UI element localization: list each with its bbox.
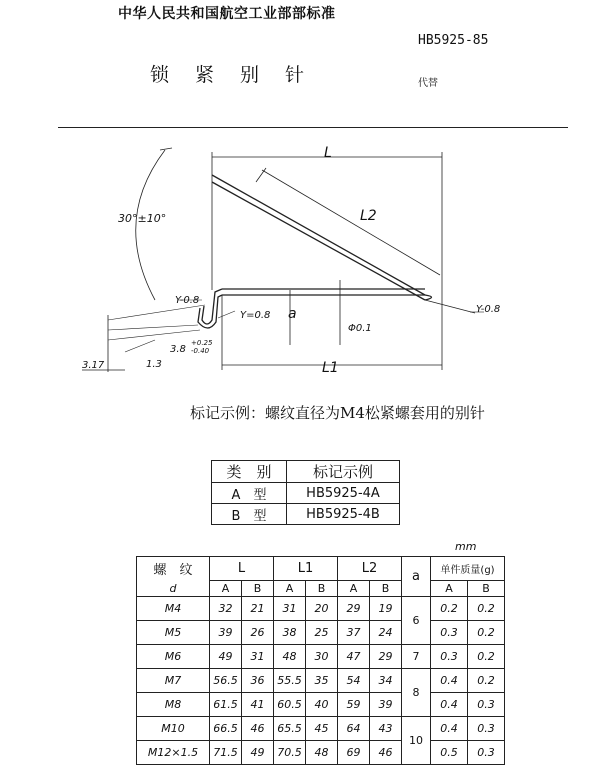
table-row [137, 621, 505, 645]
angle-label: 30°±10° [118, 212, 167, 225]
label-L: L [324, 145, 332, 161]
value-cell: 29 [370, 645, 402, 669]
type-cell: A 型 [212, 483, 287, 504]
value-cell: 45 [306, 717, 338, 741]
value-cell: 0.3 [431, 621, 468, 645]
header-weight: 单件质量(g) [431, 557, 505, 581]
thread-cell: M4 [137, 597, 210, 621]
value-cell: 20 [306, 597, 338, 621]
value-cell: 35 [306, 669, 338, 693]
unit-label: mm [455, 540, 477, 553]
value-cell: 0.3 [431, 645, 468, 669]
value-cell: 39 [210, 621, 242, 645]
value-cell: 65.5 [274, 717, 306, 741]
sub-B: B [242, 581, 274, 597]
value-cell: 70.5 [274, 741, 306, 765]
value-cell: 48 [306, 741, 338, 765]
value-cell: 31 [274, 597, 306, 621]
value-cell: 49 [242, 741, 274, 765]
header-L2: L2 [338, 557, 402, 581]
table-row [137, 693, 505, 717]
value-cell: 29 [338, 597, 370, 621]
header-L: L [210, 557, 274, 581]
tol-upper: +0.25 [191, 339, 213, 347]
value-cell: 39 [370, 693, 402, 717]
value-cell: 47 [338, 645, 370, 669]
value-cell: 31 [242, 645, 274, 669]
value-cell: 0.4 [431, 717, 468, 741]
sub-B: B [370, 581, 402, 597]
type-header-category: 类 别 [212, 461, 287, 483]
a-cell: 7 [402, 645, 431, 669]
value-cell: 38 [274, 621, 306, 645]
sub-A: A [274, 581, 306, 597]
value-cell: 46 [370, 741, 402, 765]
marking-cell: HB5925-4B [287, 504, 400, 525]
value-cell: 49 [210, 645, 242, 669]
diameter-label: Φ0.1 [348, 323, 372, 334]
value-cell: 55.5 [274, 669, 306, 693]
value-cell: 59 [338, 693, 370, 717]
value-cell: 61.5 [210, 693, 242, 717]
table-row [212, 504, 400, 525]
value-cell: 0.5 [431, 741, 468, 765]
dim-13: 1.3 [146, 359, 162, 370]
dim-317: 3.17 [82, 360, 105, 371]
value-cell: 60.5 [274, 693, 306, 717]
radius-right: Y-0.8 [476, 304, 501, 315]
label-L2: L2 [360, 208, 377, 224]
thread-cell: M12×1.5 [137, 741, 210, 765]
value-cell: 34 [370, 669, 402, 693]
table-row [137, 717, 505, 741]
thread-cell: M5 [137, 621, 210, 645]
value-cell: 0.2 [468, 621, 505, 645]
a-cell: 6 [402, 597, 431, 645]
standard-number: HB5925-85 [418, 33, 489, 48]
table-row [137, 645, 505, 669]
value-cell: 0.2 [468, 645, 505, 669]
type-table [211, 460, 400, 525]
value-cell: 0.3 [468, 693, 505, 717]
value-cell: 25 [306, 621, 338, 645]
value-cell: 71.5 [210, 741, 242, 765]
marking-cell: HB5925-4A [287, 483, 400, 504]
sub-B: B [306, 581, 338, 597]
radius-mid: Y=0.8 [240, 310, 271, 321]
a-cell: 8 [402, 669, 431, 717]
a-cell: 10 [402, 717, 431, 765]
header-L1: L1 [274, 557, 338, 581]
sub-A: A [210, 581, 242, 597]
label-L1: L1 [322, 360, 339, 376]
replaces-label: 代替 [418, 78, 438, 89]
value-cell: 40 [306, 693, 338, 717]
organization-header: 中华人民共和国航空工业部部标准 [118, 6, 336, 22]
tol-lower: -0.40 [191, 347, 210, 355]
thread-cell: M7 [137, 669, 210, 693]
document-title: 锁紧别针 [150, 64, 331, 86]
label-a: a [288, 306, 297, 322]
table-row [212, 483, 400, 504]
value-cell: 0.3 [468, 741, 505, 765]
thread-cell: M10 [137, 717, 210, 741]
value-cell: 0.2 [468, 669, 505, 693]
type-header-example: 标记示例 [287, 461, 400, 483]
value-cell: 46 [242, 717, 274, 741]
value-cell: 66.5 [210, 717, 242, 741]
header-d: d [137, 581, 210, 597]
value-cell: 37 [338, 621, 370, 645]
value-cell: 24 [370, 621, 402, 645]
table-row [137, 741, 505, 765]
value-cell: 30 [306, 645, 338, 669]
table-row [137, 597, 505, 621]
value-cell: 41 [242, 693, 274, 717]
value-cell: 64 [338, 717, 370, 741]
type-cell: B 型 [212, 504, 287, 525]
pin-drawing [0, 140, 600, 380]
value-cell: 0.4 [431, 693, 468, 717]
dim-38: 3.8 [170, 344, 186, 355]
marking-example: 标记示例：螺纹直径为M4松紧螺套用的别针 [190, 404, 485, 422]
value-cell: 0.2 [431, 597, 468, 621]
value-cell: 56.5 [210, 669, 242, 693]
thread-cell: M8 [137, 693, 210, 717]
value-cell: 69 [338, 741, 370, 765]
header-thread: 螺 纹 [137, 557, 210, 581]
value-cell: 0.4 [431, 669, 468, 693]
value-cell: 32 [210, 597, 242, 621]
table-row [137, 669, 505, 693]
header-a: a [402, 557, 431, 597]
header-rule [58, 127, 568, 128]
value-cell: 26 [242, 621, 274, 645]
value-cell: 36 [242, 669, 274, 693]
radius-left: Y-0.8 [175, 295, 200, 306]
value-cell: 21 [242, 597, 274, 621]
value-cell: 0.2 [468, 597, 505, 621]
value-cell: 43 [370, 717, 402, 741]
thread-cell: M6 [137, 645, 210, 669]
value-cell: 0.3 [468, 717, 505, 741]
sub-B: B [468, 581, 505, 597]
value-cell: 48 [274, 645, 306, 669]
sub-A: A [431, 581, 468, 597]
dimension-table [136, 556, 505, 765]
sub-A: A [338, 581, 370, 597]
value-cell: 54 [338, 669, 370, 693]
value-cell: 19 [370, 597, 402, 621]
